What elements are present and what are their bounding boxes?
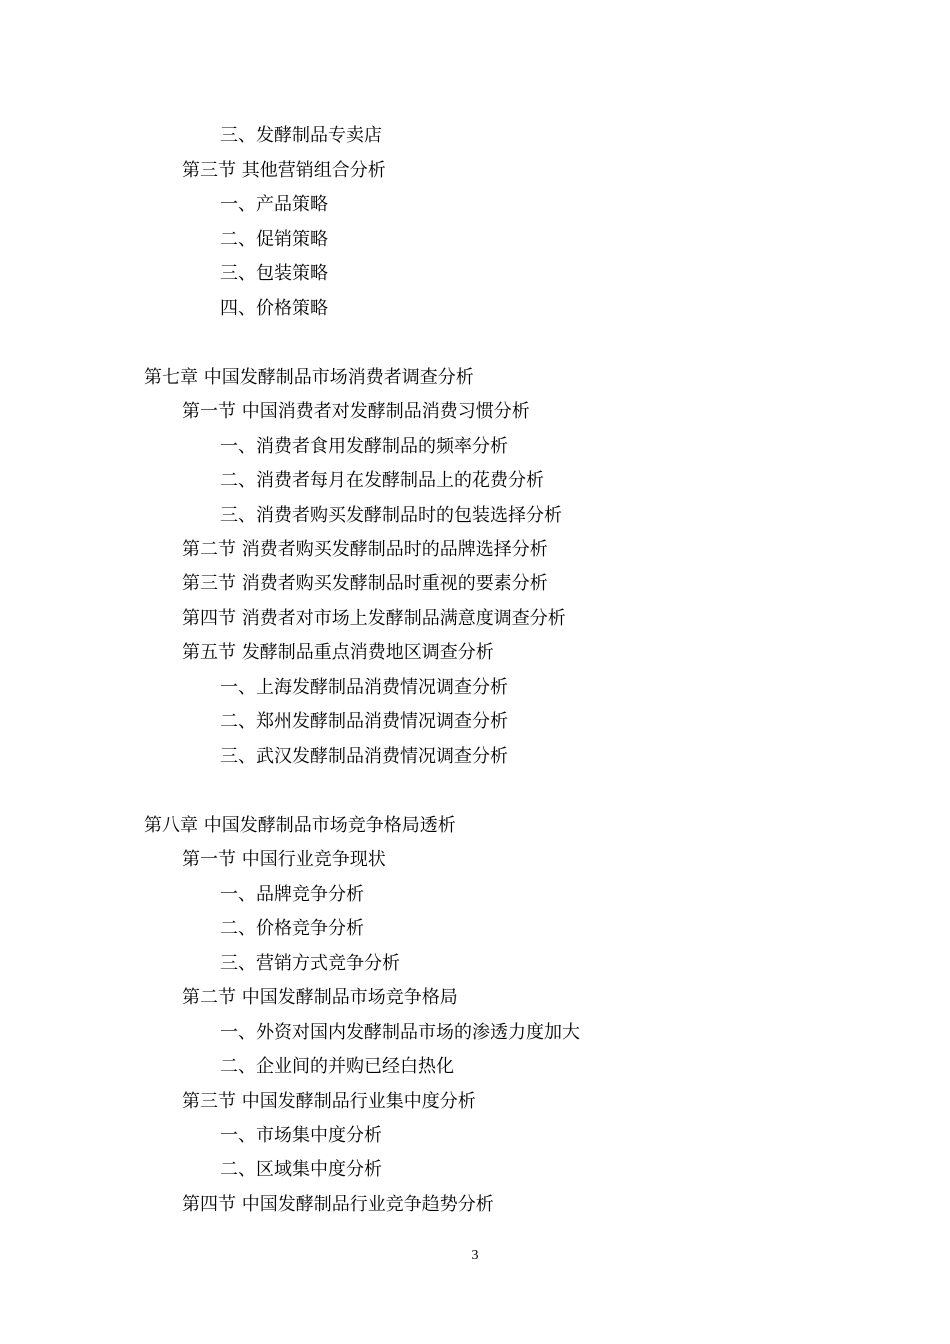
toc-section: 第四节 中国发酵制品行业竞争趋势分析	[182, 1194, 494, 1215]
toc-entry: 三、包装策略	[220, 263, 328, 284]
toc-entry: 二、促销策略	[220, 229, 328, 250]
toc-entry: 一、上海发酵制品消费情况调查分析	[220, 677, 508, 698]
toc-entry: 三、武汉发酵制品消费情况调查分析	[220, 746, 508, 767]
toc-entry: 二、区域集中度分析	[220, 1159, 382, 1180]
toc-section: 第三节 消费者购买发酵制品时重视的要素分析	[182, 573, 548, 594]
toc-entry: 四、价格策略	[220, 298, 328, 319]
toc-section: 第四节 消费者对市场上发酵制品满意度调查分析	[182, 608, 566, 629]
toc-entry: 二、价格竞争分析	[220, 918, 364, 939]
toc-entry: 三、发酵制品专卖店	[220, 125, 382, 146]
toc-entry: 一、外资对国内发酵制品市场的渗透力度加大	[220, 1022, 580, 1043]
toc-chapter: 第八章 中国发酵制品市场竞争格局透析	[144, 815, 456, 836]
toc-section: 第五节 发酵制品重点消费地区调查分析	[182, 642, 494, 663]
toc-entry: 二、企业间的并购已经白热化	[220, 1056, 454, 1077]
toc-entry: 二、消费者每月在发酵制品上的花费分析	[220, 470, 544, 491]
toc-section: 第一节 中国行业竞争现状	[182, 849, 386, 870]
page-number: 3	[471, 1248, 479, 1263]
toc-section: 第三节 其他营销组合分析	[182, 160, 386, 181]
toc-chapter: 第七章 中国发酵制品市场消费者调查分析	[144, 367, 474, 388]
toc-section: 第一节 中国消费者对发酵制品消费习惯分析	[182, 401, 530, 422]
toc-entry: 三、营销方式竞争分析	[220, 953, 400, 974]
toc-entry: 一、市场集中度分析	[220, 1125, 382, 1146]
toc-section: 第二节 消费者购买发酵制品时的品牌选择分析	[182, 539, 548, 560]
toc-entry: 一、消费者食用发酵制品的频率分析	[220, 436, 508, 457]
toc-section: 第二节 中国发酵制品市场竞争格局	[182, 987, 458, 1008]
toc-entry: 一、品牌竞争分析	[220, 884, 364, 905]
toc-entry: 二、郑州发酵制品消费情况调查分析	[220, 711, 508, 732]
toc-section: 第三节 中国发酵制品行业集中度分析	[182, 1091, 476, 1112]
toc-entry: 三、消费者购买发酵制品时的包装选择分析	[220, 505, 562, 526]
toc-entry: 一、产品策略	[220, 194, 328, 215]
